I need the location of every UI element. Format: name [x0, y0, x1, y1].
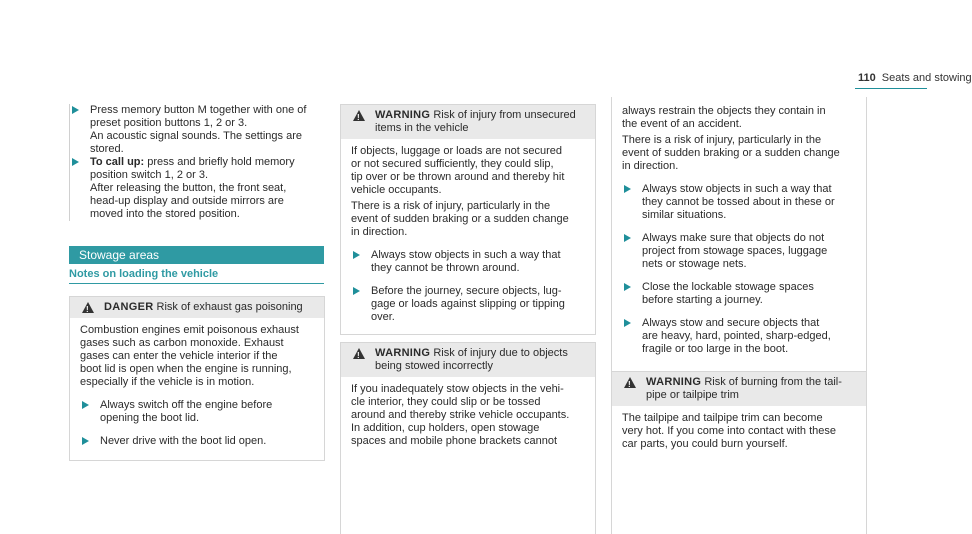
- warning-title: Risk of injury due to objects: [433, 347, 568, 359]
- text-line: After releasing the button, the front seat,: [90, 182, 287, 194]
- warning-bullet-1: [351, 249, 585, 275]
- warning-body: [341, 139, 595, 334]
- text-line: in direction.: [351, 226, 408, 238]
- warning-title: Risk of burning from the tail-: [704, 376, 842, 388]
- arrow-bullet-icon: [72, 158, 79, 166]
- warning-title: items in the vehicle: [375, 122, 469, 134]
- danger-label: DANGER: [104, 301, 154, 313]
- call-up-label: To call up:: [90, 156, 145, 168]
- warning-triangle-icon: [353, 348, 365, 359]
- text-line: There is a risk of injury, particularly in the: [622, 134, 822, 146]
- text-line: nets or stowage nets.: [642, 258, 747, 270]
- warning-triangle-icon: [82, 302, 94, 313]
- subheading: Notes on loading the vehicle: [69, 268, 219, 280]
- text-line: Always make sure that objects do not: [642, 232, 825, 244]
- text-line: similar situations.: [642, 209, 727, 221]
- text-line: before starting a journey.: [642, 294, 763, 306]
- header-rule: [855, 88, 927, 89]
- warning-triangle-icon: [353, 110, 365, 121]
- text-line: gases can enter the vehicle interior if the: [80, 350, 278, 362]
- text-line: the event of an accident.: [622, 118, 742, 130]
- warning-title: pipe or tailpipe trim: [646, 389, 739, 401]
- text-line: or not secured sufficiently, they could slip,: [351, 158, 554, 170]
- text-line: Always stow objects in such a way that: [371, 249, 561, 261]
- danger-header: [70, 297, 324, 318]
- continuation-bullet-4: [622, 317, 856, 356]
- text-line: The tailpipe and tailpipe trim can become: [622, 412, 823, 424]
- bullet-call-up: [70, 156, 320, 221]
- continuation-bullet-1: [622, 183, 856, 222]
- text-line: gases such as carbon monoxide. Exhaust: [80, 337, 284, 349]
- warning-box-tailpipe: [611, 371, 867, 534]
- text-line: in direction.: [622, 160, 679, 172]
- section-name: Seats and stowing: [881, 72, 972, 84]
- bullet-press-memory: [70, 104, 320, 156]
- warning-label: WARNING: [375, 347, 431, 359]
- text-line: Before the journey, secure objects, lug-: [371, 285, 562, 297]
- warning-body: [612, 406, 866, 460]
- text-line: spaces and mobile phone brackets cannot: [351, 435, 558, 447]
- text-line: preset position buttons 1, 2 or 3.: [90, 117, 248, 129]
- danger-title: Risk of exhaust gas poisoning: [156, 301, 303, 313]
- text-line: If you inadequately stow objects in the vehi-: [351, 383, 564, 395]
- text-line: around and thereby strike vehicle occupants.: [351, 409, 570, 421]
- text-line: Press memory button M together with one of: [90, 104, 307, 116]
- text-line: project from stowage spaces, luggage: [642, 245, 828, 257]
- danger-bullet-2: [80, 435, 314, 448]
- text-line: head-up display and outside mirrors are: [90, 195, 284, 207]
- text-line: Always switch off the engine before: [100, 399, 273, 411]
- text-line: over.: [371, 311, 395, 323]
- text-line: moved into the stored position.: [90, 208, 240, 220]
- text-line: event of sudden braking or a sudden change: [351, 213, 569, 225]
- warning-continuation: [611, 97, 867, 373]
- subheading-rule: [69, 283, 324, 284]
- text-line: tip over or be thrown around and thereby hit: [351, 171, 565, 183]
- warning-box-unsecured: [340, 104, 596, 335]
- text-line: opening the boot lid.: [100, 412, 200, 424]
- arrow-bullet-icon: [72, 106, 79, 114]
- section-title-bar: Stowage areas: [69, 246, 324, 264]
- text-line: boot lid is open when the engine is running,: [80, 363, 292, 375]
- text-line: always restrain the objects they contain in: [622, 105, 826, 117]
- text-line: Combustion engines emit poisonous exhaust: [80, 324, 299, 336]
- text-line: very hot. If you come into contact with these: [622, 425, 836, 437]
- arrow-bullet-icon: [624, 283, 631, 291]
- continuation-bullet-3: [622, 281, 856, 307]
- text-line: An acoustic signal sounds. The settings are: [90, 130, 302, 142]
- arrow-bullet-icon: [353, 251, 360, 259]
- text-line: press and briefly hold memory: [144, 156, 295, 168]
- warning-header: [341, 105, 595, 139]
- warning-header: [341, 343, 595, 377]
- arrow-bullet-icon: [82, 437, 89, 445]
- text-line: they cannot be thrown around.: [371, 262, 520, 274]
- arrow-bullet-icon: [624, 234, 631, 242]
- text-line: fragile or too large in the boot.: [642, 343, 789, 355]
- continuation-bullet-2: [622, 232, 856, 271]
- warning-body: [341, 377, 595, 457]
- danger-bullet-1: [80, 399, 314, 425]
- arrow-bullet-icon: [82, 401, 89, 409]
- warning-header: [612, 372, 866, 406]
- warning-bullet-2: [351, 285, 585, 324]
- arrow-bullet-icon: [353, 287, 360, 295]
- text-line: position switch 1, 2 or 3.: [90, 169, 209, 181]
- arrow-bullet-icon: [624, 185, 631, 193]
- text-line: There is a risk of injury, particularly in the: [351, 200, 551, 212]
- warning-title: being stowed incorrectly: [375, 360, 494, 372]
- text-line: gage or loads against slipping or tipping: [371, 298, 565, 310]
- text-line: Always stow and secure objects that: [642, 317, 820, 329]
- text-line: vehicle occupants.: [351, 184, 442, 196]
- page-number: 110: [858, 72, 876, 84]
- text-line: car parts, you could burn yourself.: [622, 438, 788, 450]
- danger-body: [70, 318, 324, 460]
- warning-label: WARNING: [646, 376, 702, 388]
- warning-triangle-icon: [624, 377, 636, 388]
- text-line: In addition, cup holders, open stowage: [351, 422, 540, 434]
- memory-instructions: [69, 104, 320, 221]
- arrow-bullet-icon: [624, 319, 631, 327]
- text-line: event of sudden braking or a sudden change: [622, 147, 840, 159]
- danger-box: [69, 296, 325, 461]
- text-line: stored.: [90, 143, 124, 155]
- page-header: [858, 72, 972, 84]
- text-line: Close the lockable stowage spaces: [642, 281, 814, 293]
- text-line: especially if the vehicle is in motion.: [80, 376, 255, 388]
- text-line: Always stow objects in such a way that: [642, 183, 832, 195]
- text-line: are heavy, hard, pointed, sharp-edged,: [642, 330, 831, 342]
- text-line: they cannot be tossed about in these or: [642, 196, 835, 208]
- text-line: Never drive with the boot lid open.: [100, 435, 267, 447]
- warning-title: Risk of injury from unsecured: [433, 109, 576, 121]
- text-line: If objects, luggage or loads are not secured: [351, 145, 562, 157]
- warning-label: WARNING: [375, 109, 431, 121]
- warning-box-stowed-incorrectly: [340, 342, 596, 534]
- text-line: cle interior, they could slip or be tossed: [351, 396, 541, 408]
- continuation-body: [612, 97, 866, 372]
